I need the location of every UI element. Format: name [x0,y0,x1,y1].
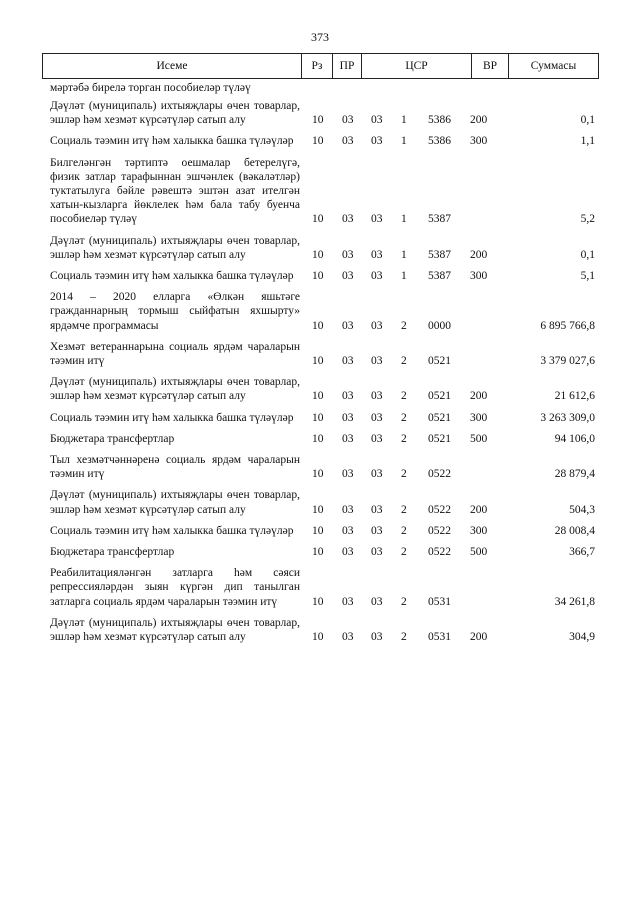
row-rz: 10 [312,524,324,537]
row-pr: 03 [342,546,354,559]
row-sum: 0,1 [580,114,595,127]
row-csr-part2: 2 [401,355,407,368]
row-sum: 5,2 [580,213,595,226]
row-csr-part3: 0522 [428,546,451,559]
row-csr-part3: 5387 [428,270,451,283]
row-codes [50,545,595,559]
row-rz: 10 [312,468,324,481]
header-rz: Рз [302,54,333,78]
row-csr-part1: 03 [371,432,383,445]
row-codes [50,248,595,262]
row-vr: 200 [470,248,488,261]
row-name: Социаль тәэмин итү һәм халыкка башка түләүләр [50,135,294,148]
row-csr-part2: 2 [401,546,407,559]
row-vr: 200 [470,503,488,516]
row-csr-part1: 03 [371,248,383,261]
row-csr-part2: 2 [401,390,407,403]
row-name: Билгеләнгән тәртиптә оешмалар бетерелүгә, физик затлар тарафыннан эшчәнлек (вәкаләтләр) туктатылуга бәйле рәвештә эштән азат ителгән хатын-кызларга йөклелек һәм бала табу буенча пособиеләр түләү [50,156,300,226]
row-name: Социаль тәэмин итү һәм халыкка башка түләүләр [50,411,294,424]
row-csr-part2: 1 [401,114,407,127]
row-csr-part2: 1 [401,248,407,261]
row-name: Социаль тәэмин итү һәм халыкка башка түләүләр [50,524,294,537]
table-row [50,545,595,559]
row-vr: 300 [470,524,488,537]
table-row [50,156,595,227]
row-name: Дәүләт (муниципаль) ихтыяҗлары өчен товарлар, эшләр һәм хезмәт күрсәтүләр сатып алу [50,376,300,403]
row-codes [50,411,595,425]
table-row [50,432,595,446]
row-csr-part3: 5387 [428,213,451,226]
row-csr-part1: 03 [371,503,383,516]
row-pr: 03 [342,135,354,148]
row-csr-part1: 03 [371,546,383,559]
row-csr-part2: 2 [401,432,407,445]
row-csr-part3: 0521 [428,432,451,445]
row-codes [50,354,595,368]
page-number: 373 [311,30,329,44]
row-csr-part1: 03 [371,319,383,332]
header-sum: Суммасы [530,60,577,72]
table-row [50,99,595,127]
row-name: 2014 – 2020 елларга «Өлкән яшьтәге гражданнарның тормыш сыйфатын яхшырту» ярдәмче программасы [50,291,300,332]
table-row [50,290,595,333]
row-pr: 03 [342,355,354,368]
row-codes [50,432,595,446]
row-csr-part1: 03 [371,114,383,127]
row-name: Дәүләт (муниципаль) ихтыяҗлары өчен товарлар, эшләр һәм хезмәт күрсәтүләр сатып алу [50,616,300,644]
table-row [50,411,595,425]
row-rz: 10 [312,411,324,424]
row-rz: 10 [312,270,324,283]
row-pr: 03 [342,213,354,226]
row-codes [50,212,595,226]
row-rz: 10 [312,546,324,559]
row-codes [50,269,595,283]
table-row [50,340,595,368]
continued-text: мәртәбә бирелә торган пособиеләр түләү [50,82,251,94]
row-sum: 0,1 [580,248,595,261]
row-csr-part3: 0522 [428,503,451,516]
row-name: Дәүләт (муниципаль) ихтыяҗлары өчен товарлар, эшләр һәм хезмәт күрсәтүләр сатып алу [50,234,300,261]
row-vr: 500 [470,432,488,445]
row-csr-part1: 03 [371,355,383,368]
row-sum: 21 612,6 [554,390,595,403]
row-codes [50,319,595,333]
row-vr: 200 [470,114,488,127]
row-rz: 10 [312,503,324,516]
row-csr-part2: 1 [401,213,407,226]
row-rz: 10 [312,213,324,226]
row-pr: 03 [342,503,354,516]
row-sum: 3 379 027,6 [540,355,595,368]
row-sum: 6 895 766,8 [540,319,595,332]
row-rz: 10 [312,631,324,644]
table-body [50,99,595,651]
row-csr-part2: 2 [401,503,407,516]
row-csr-part3: 0522 [428,468,451,481]
header-pr: ПР [333,54,362,78]
row-sum: 3 263 309,0 [540,411,595,424]
row-rz: 10 [312,114,324,127]
row-name: Бюджетара трансфертлар [50,432,175,445]
header-csr: ЦСР [362,54,472,78]
row-pr: 03 [342,411,354,424]
row-name: Реабилитацияләнгән затларга һәм сәяси репрессияләрдән зыян күргән дип танылган затларга социаль ярдәм чараларын тәэмин итү [50,567,300,608]
row-vr: 300 [470,135,488,148]
row-codes [50,503,595,517]
table-header [42,53,599,79]
row-pr: 03 [342,319,354,332]
row-codes [50,467,595,481]
row-sum: 28 008,4 [554,524,595,537]
row-pr: 03 [342,524,354,537]
row-codes [50,595,595,609]
row-csr-part1: 03 [371,270,383,283]
row-csr-part3: 5387 [428,248,451,261]
row-csr-part2: 2 [401,411,407,424]
row-rz: 10 [312,319,324,332]
row-rz: 10 [312,390,324,403]
row-codes [50,389,595,403]
row-sum: 304,9 [569,631,595,644]
row-vr: 300 [470,411,488,424]
row-codes [50,113,595,127]
row-vr: 200 [470,631,488,644]
row-csr-part2: 2 [401,524,407,537]
row-csr-part3: 5386 [428,114,451,127]
row-rz: 10 [312,135,324,148]
row-csr-part1: 03 [371,468,383,481]
row-csr-part2: 1 [401,135,407,148]
row-csr-part1: 03 [371,213,383,226]
row-csr-part2: 2 [401,631,407,644]
row-pr: 03 [342,390,354,403]
row-csr-part1: 03 [371,135,383,148]
row-pr: 03 [342,270,354,283]
row-codes [50,134,595,148]
row-sum: 1,1 [580,135,595,148]
table-row [50,269,595,283]
table-row [50,524,595,538]
table-row [50,234,595,262]
row-pr: 03 [342,468,354,481]
table-row [50,453,595,481]
row-csr-part2: 2 [401,319,407,332]
row-pr: 03 [342,631,354,644]
row-pr: 03 [342,432,354,445]
row-csr-part3: 0521 [428,355,451,368]
row-name: Хезмәт ветераннарына социаль ярдәм чараларын тәэмин итү [50,340,300,368]
row-rz: 10 [312,248,324,261]
row-pr: 03 [342,595,354,608]
row-vr: 300 [470,270,488,283]
row-csr-part1: 03 [371,595,383,608]
row-codes [50,524,595,538]
table-row [50,375,595,403]
row-csr-part1: 03 [371,411,383,424]
row-codes [50,630,595,644]
row-csr-part3: 0521 [428,390,451,403]
row-rz: 10 [312,432,324,445]
row-sum: 28 879,4 [554,468,595,481]
row-sum: 34 261,8 [554,595,595,608]
row-csr-part3: 0521 [428,411,451,424]
row-sum: 94 106,0 [554,432,595,445]
row-csr-part1: 03 [371,631,383,644]
row-name: Дәүләт (муниципаль) ихтыяҗлары өчен товарлар, эшләр һәм хезмәт күрсәтүләр сатып алу [50,489,300,516]
row-sum: 366,7 [569,546,595,559]
table-row [50,616,595,644]
row-rz: 10 [312,355,324,368]
header-name: Исеме [43,54,302,78]
row-csr-part3: 0531 [428,631,451,644]
row-csr-part3: 0000 [428,319,451,332]
row-name: Бюджетара трансфертлар [50,546,175,559]
row-csr-part1: 03 [371,524,383,537]
row-csr-part1: 03 [371,390,383,403]
row-vr: 500 [470,546,488,559]
row-name: Социаль тәэмин итү һәм халыкка башка түләүләр [50,270,294,283]
row-sum: 5,1 [580,270,595,283]
row-name: Дәүләт (муниципаль) ихтыяҗлары өчен товарлар, эшләр һәм хезмәт күрсәтүләр сатып алу [50,100,300,127]
table-row [50,566,595,609]
row-csr-part3: 5386 [428,135,451,148]
row-vr: 200 [470,390,488,403]
table-row [50,488,595,516]
row-name: Тыл хезмәтчәннәренә социаль ярдәм чараларын тәэмин итү [50,454,300,481]
row-csr-part3: 0531 [428,595,451,608]
row-csr-part2: 1 [401,270,407,283]
row-rz: 10 [312,595,324,608]
table-row [50,134,595,148]
row-pr: 03 [342,114,354,127]
row-csr-part3: 0522 [428,524,451,537]
row-pr: 03 [342,248,354,261]
row-csr-part2: 2 [401,595,407,608]
header-vr: ВР [472,54,509,78]
row-csr-part2: 2 [401,468,407,481]
row-sum: 504,3 [569,503,595,516]
